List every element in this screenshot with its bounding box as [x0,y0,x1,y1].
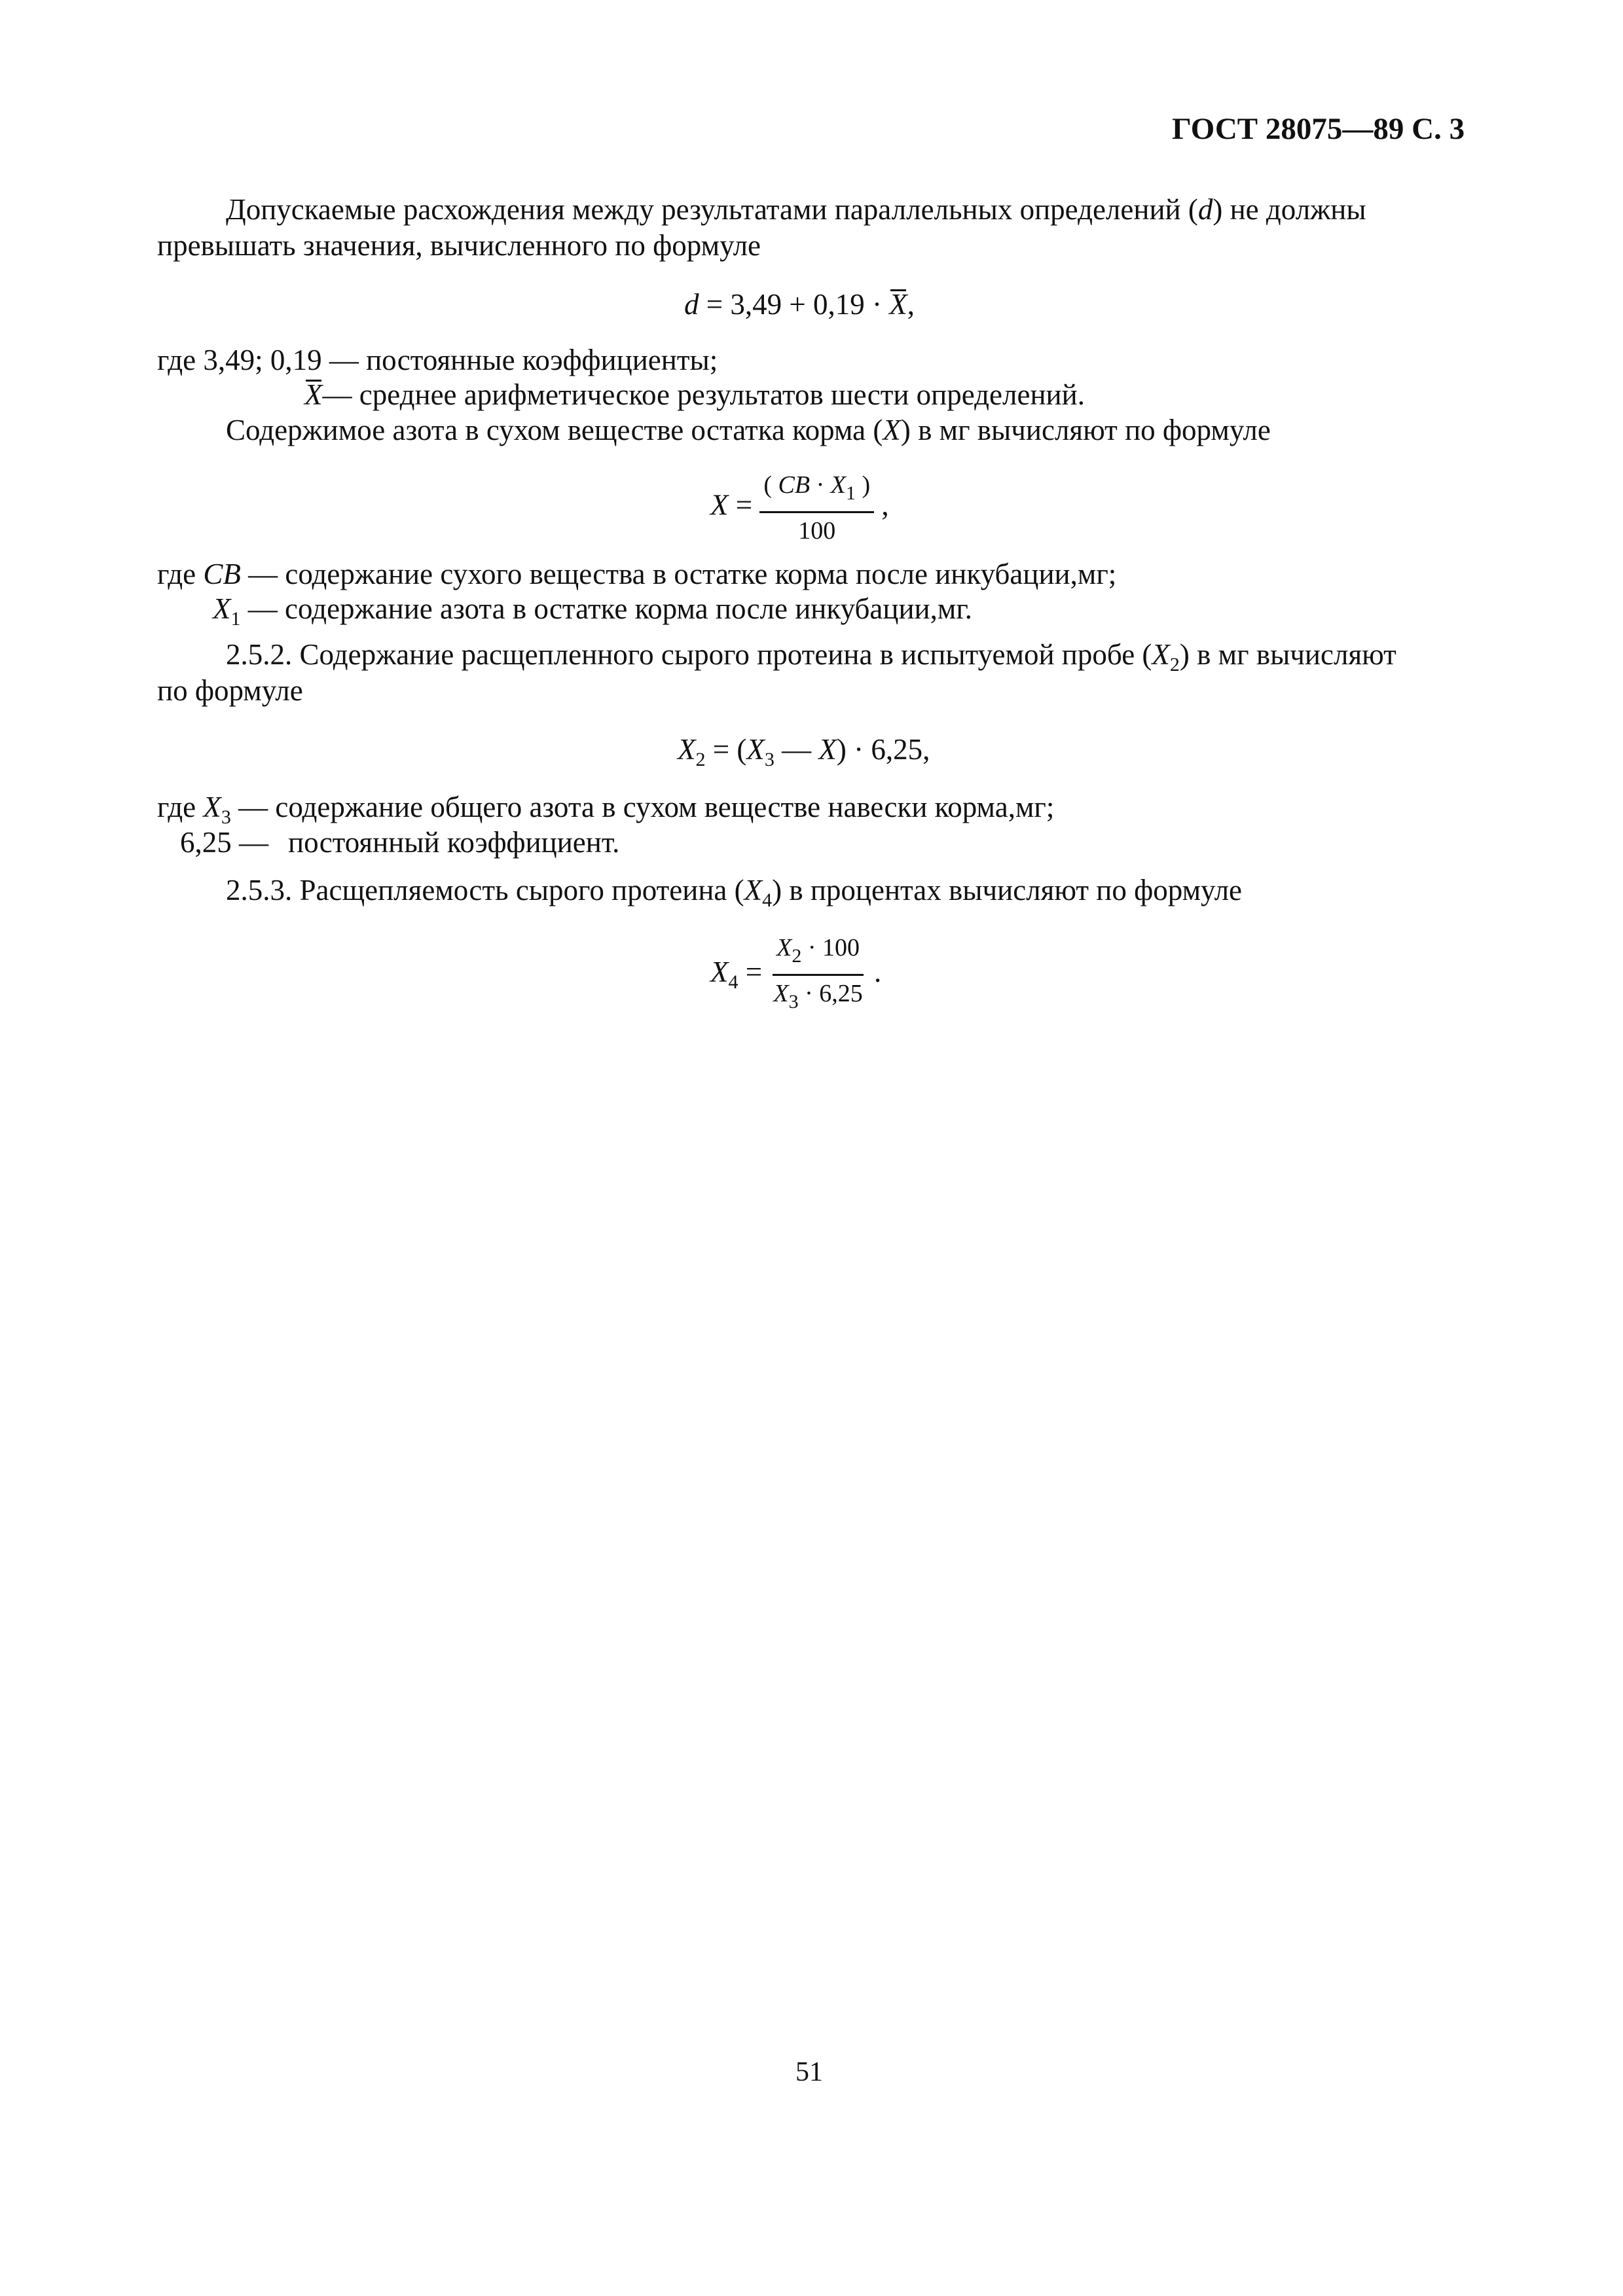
denominator [769,976,866,1017]
where-1-line-2 [304,378,1085,411]
fraction [759,470,874,546]
paragraph-3-line-2: по формуле [157,674,303,707]
text: постоянный коэффициент. [288,826,620,859]
formula-text: = 3,49 + 0,19 · [699,288,890,321]
symbol: X [203,791,221,823]
text: Допускаемые расхождения между результатами параллельных определений ( [226,193,1198,226]
subscript: 3 [221,806,231,828]
text: где [157,558,204,590]
formula-d [684,288,915,321]
paragraph-1-line-1 [226,193,1366,226]
text: ( [763,471,778,499]
symbol: d [684,288,699,321]
formula-text: = [728,488,753,522]
symbol: X [776,934,792,961]
subscript: 3 [764,749,775,770]
where-2-line-2 [213,592,972,636]
numerator [759,470,874,513]
formula-text: , [907,288,915,321]
symbol: X [883,414,901,446]
text: · 6,25 [798,980,863,1007]
symbol-xbar: X [304,378,323,411]
subscript: 2 [792,945,802,967]
symbol: X [818,733,837,766]
text: постоянные коэффициенты; [366,344,718,376]
symbol: CB [203,558,241,590]
denominator: 100 [798,517,836,545]
symbol: X [213,592,231,625]
subscript: 4 [762,889,773,911]
subscript: 2 [695,749,706,770]
formula-text: = [738,955,763,988]
subscript: 1 [230,608,241,630]
symbol: X [1152,638,1170,671]
text: ) в мг вычисляют по формуле [900,414,1271,446]
formula-text: . [866,955,882,988]
paragraph-4 [226,874,1242,917]
symbol: X [830,471,846,499]
symbol: X [746,733,765,766]
symbol: X [678,733,696,766]
subscript: 1 [845,482,856,504]
page-number: 51 [795,2057,823,2087]
formula-x [710,470,889,546]
formula-x2 [678,733,930,776]
subscript: 2 [1169,654,1180,675]
subscript: 3 [788,991,799,1013]
symbol: X [710,488,729,522]
symbol-xbar: X [889,288,907,321]
text: — содержание азота в остатке корма после инкубации,мг. [240,592,972,625]
symbol: X [710,955,729,988]
text: 2.5.2. Содержание расщепленного сырого протеина в испытуемой пробе ( [226,638,1152,671]
formula-x4 [710,933,881,1017]
text: где 3,49; 0,19 — [157,344,367,376]
page-header: ГОСТ 28075—89 С. 3 [1172,112,1465,146]
text: — содержание общего азота в сухом веществе навески корма,мг; [230,791,1055,823]
formula-text: , [874,488,889,522]
numerator [773,933,864,976]
formula-text: ) · 6,25, [836,733,930,766]
where-1-line-1 [157,344,718,376]
symbol: CB [778,471,811,499]
where-3-line-2 [180,826,619,859]
text: ) не должны [1213,193,1366,226]
formula-text: — [774,733,819,766]
text: Содержимое азота в сухом веществе остатка корма ( [226,414,883,446]
text: ) в процентах вычисляют по формуле [772,874,1242,906]
text: · 100 [801,934,860,961]
symbol-d: d [1197,193,1213,226]
text: — содержание сухого вещества в остатке корма после инкубации,мг; [240,558,1117,590]
where-2-line-1 [157,558,1116,590]
text: где [157,791,204,823]
text: 6,25 — [180,826,268,859]
text: 2.5.3. Расщепляемость сырого протеина ( [226,874,744,906]
text: ) [855,471,871,499]
subscript: 4 [728,971,739,993]
symbol: X [773,980,789,1007]
paragraph-2 [226,414,1271,446]
paragraph-1-line-2: превышать значения, вычисленного по формуле [157,229,761,262]
text: ) в мг вычисляют [1179,638,1396,671]
paragraph-3-line-1 [226,638,1396,681]
text: — среднее арифметическое результатов шести определений. [322,378,1085,411]
symbol: X [744,874,763,906]
fraction [769,933,866,1017]
formula-text: = ( [705,733,747,766]
text: · [810,471,831,499]
